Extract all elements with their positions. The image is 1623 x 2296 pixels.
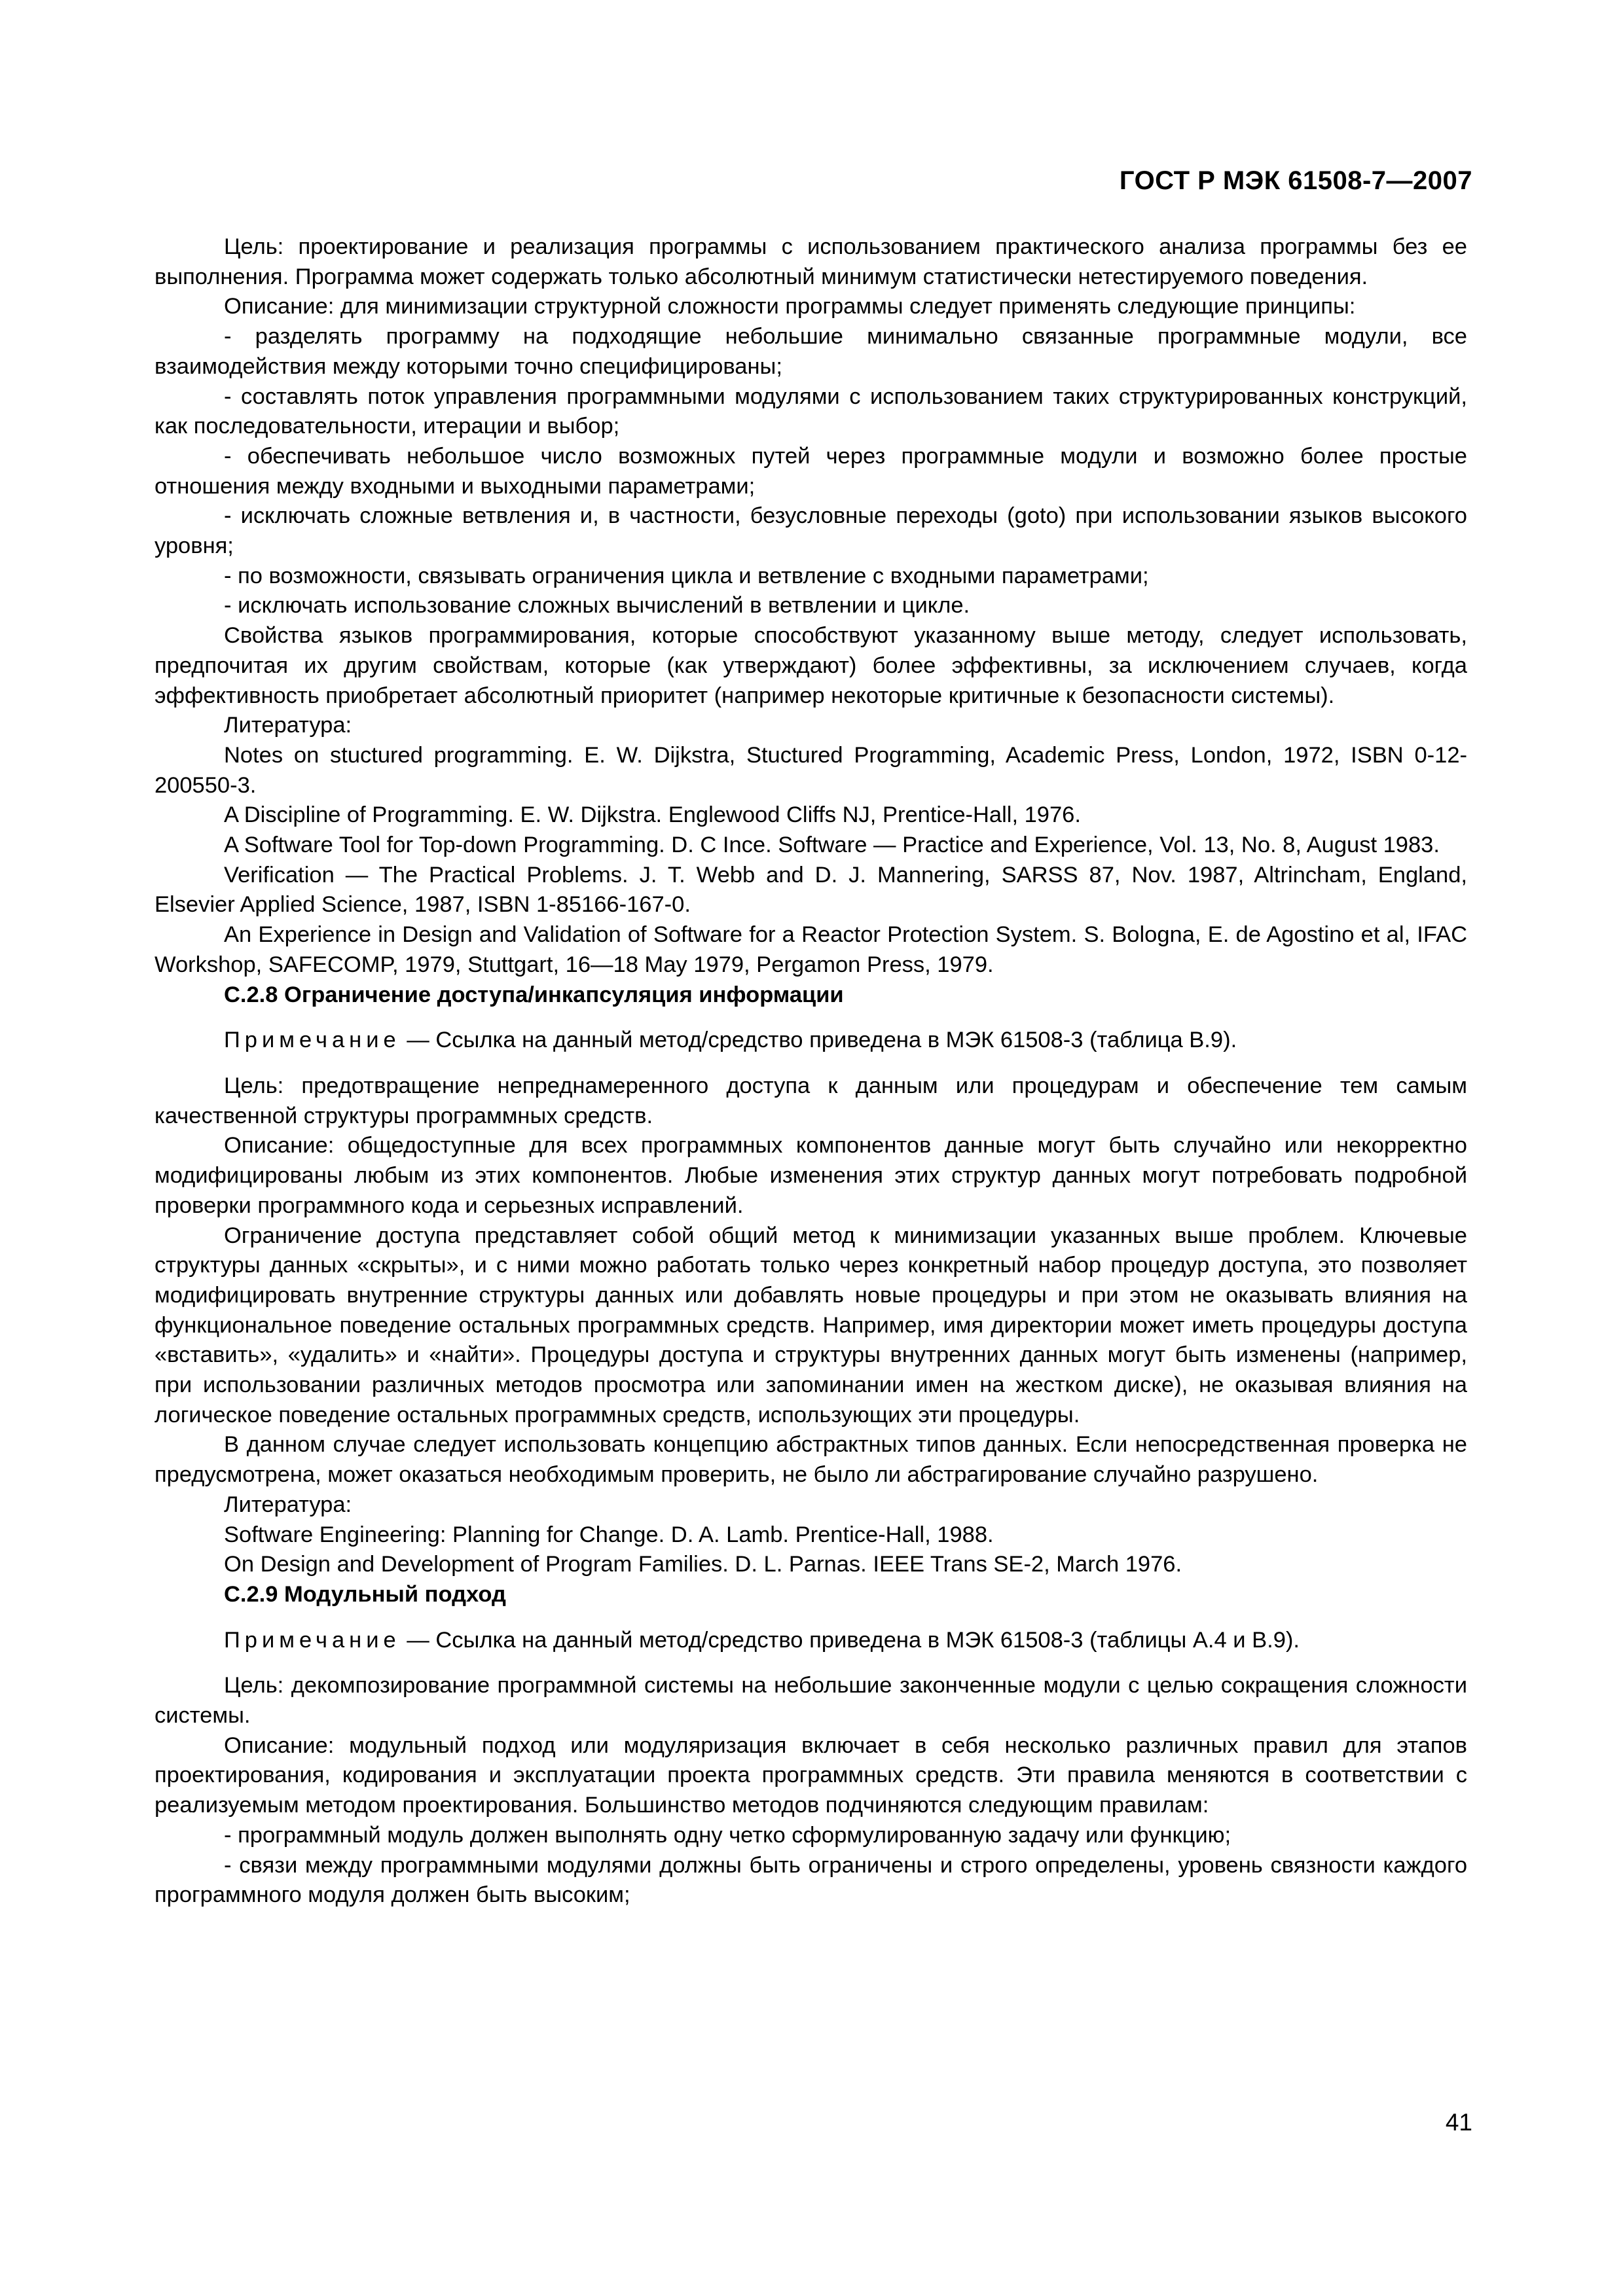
reference-item: A Software Tool for Top-down Programming. D. C Ince. Software — Practice and Experience, Vol. 13, No. 8, August 1983. <box>224 833 1440 858</box>
note <box>155 1026 1467 1056</box>
list-item: - составлять поток управления программными модулями с использованием таких структурированных конструкций, как последовательности, итерации и выбор; <box>155 384 1467 439</box>
list-item: - по возможности, связывать ограничения цикла и ветвление с входными параметрами; <box>224 563 1149 588</box>
note-label: Примечание <box>224 1028 401 1053</box>
list-item: - программный модуль должен выполнять одну четко сформулированную задачу или функцию; <box>224 1822 1231 1848</box>
list-item: - исключать сложные ветвления и, в частности, безусловные переходы (goto) при использовании языков высокого уровня; <box>155 503 1467 559</box>
reference-item: An Experience in Design and Validation of Software for a Reactor Protection System. S. Bologna, E. de Agostino et al, IFAC Workshop, SAFECOMP, 1979, Stuttgart, 16—18 May 1979, Pergamon Press, 1979. <box>155 922 1467 977</box>
standard-designation: ГОСТ Р МЭК 61508-7—2007 <box>1119 166 1472 195</box>
references-label: Литература: <box>224 1492 352 1517</box>
reference-item: Software Engineering: Planning for Change. D. A. Lamb. Prentice-Hall, 1988. <box>224 1522 994 1547</box>
note <box>155 1626 1467 1656</box>
list-item: - исключать использование сложных вычислений в ветвлении и цикле. <box>224 593 970 619</box>
paragraph: Описание: модульный подход или модуляризация включает в себя несколько различных правил для этапов проектирования, кодирования и эксплуатации проекта программных средств. Эти правила меняются в соответствии с реализуемым методом проектирования. Большинство методов подчиняются следующим правилам: <box>155 1732 1467 1818</box>
list-item: - обеспечивать небольшое число возможных путей через программные модули и возможно более простые отношения между входными и выходными параметрами; <box>155 443 1467 499</box>
paragraph: Цель: предотвращение непреднамеренного доступа к данным или процедурам и обеспечение тем самым качественной структуры программных средств. <box>155 1073 1467 1128</box>
reference-item: Verification — The Practical Problems. J. T. Webb and D. J. Mannering, SARSS 87, Nov. 1987, Altrincham, England, Elsevier Applied Science, 1987, ISBN 1-85166-167-0. <box>155 862 1467 918</box>
references-label: Литература: <box>224 713 352 738</box>
paragraph: В данном случае следует использовать концепцию абстрактных типов данных. Если непосредственная проверка не предусмотрена, может оказаться необходимым проверить, не было ли абстрагирование случайно разрушено. <box>155 1432 1467 1488</box>
list-item: - разделять программу на подходящие небольшие минимально связанные программные модули, все взаимодействия между которыми точно специфицированы; <box>155 324 1467 379</box>
reference-item: Notes on stuctured programming. E. W. Dijkstra, Stuctured Programming, Academic Press, London, 1972, ISBN 0-12-200550-3. <box>155 742 1467 798</box>
paragraph: Цель: проектирование и реализация программы с использованием практического анализа программы без ее выполнения. Программа может содержать только абсолютный минимум статистически нетестируемого поведения. <box>155 234 1467 289</box>
page-body <box>155 232 1467 1910</box>
list-item: - связи между программными модулями должны быть ограничены и строго определены, уровень связности каждого программного модуля должен быть высоким; <box>155 1852 1467 1908</box>
paragraph: Свойства языков программирования, которые способствуют указанному выше методу, следует использовать, предпочитая их другим свойствам, которые (как утверждают) более эффективны, за исключением случаев, когда эффективность приобретает абсолютный приоритет (например некоторые критичные к безопасности системы). <box>155 623 1467 708</box>
paragraph: Ограничение доступа представляет собой общий метод к минимизации указанных выше проблем. Ключевые структуры данных «скрыты», и с ними можно работать только через конкретный набор процедур доступа, это позволяет модифицировать внутренние структуры данных или добавлять новые процедуры и при этом не оказывать влияния на функциональное поведение остальных программных средств. Например, имя директории может иметь процедуры доступа «вставить», «удалить» и «найти». Процедуры доступа и структуры внутренних данных могут быть изменены (например, при использовании различных методов просмотра или запоминании имен на жестком диске), не оказывая влияния на логическое поведение остальных программных средств, использующих эти процедуры. <box>155 1223 1467 1427</box>
paragraph: Цель: декомпозирование программной системы на небольшие законченные модули с целью сокращения сложности системы. <box>155 1673 1467 1729</box>
reference-item: On Design and Development of Program Families. D. L. Parnas. IEEE Trans SE-2, March 1976. <box>224 1552 1182 1577</box>
paragraph: Описание: общедоступные для всех программных компонентов данные могут быть случайно или некорректно модифицированы любым из этих компонентов. Любые изменения этих структур данных могут потребовать подробной проверки программного кода и серьезных исправлений. <box>155 1133 1467 1218</box>
paragraph: Описание: для минимизации структурной сложности программы следует применять следующие принципы: <box>224 294 1356 319</box>
section-heading-c28: C.2.8 Ограничение доступа/инкапсуляция информации <box>224 982 844 1007</box>
page-number: 41 <box>1445 2109 1472 2136</box>
note-text: — Ссылка на данный метод/средство приведена в МЭК 61508-3 (таблицы А.4 и В.9). <box>407 1627 1300 1653</box>
note-label: Примечание <box>224 1627 401 1653</box>
reference-item: A Discipline of Programming. E. W. Dijkstra. Englewood Cliffs NJ, Prentice-Hall, 1976. <box>224 802 1081 828</box>
section-heading-c29: C.2.9 Модульный подход <box>224 1581 506 1607</box>
note-text: — Ссылка на данный метод/средство приведена в МЭК 61508-3 (таблица В.9). <box>407 1028 1237 1053</box>
